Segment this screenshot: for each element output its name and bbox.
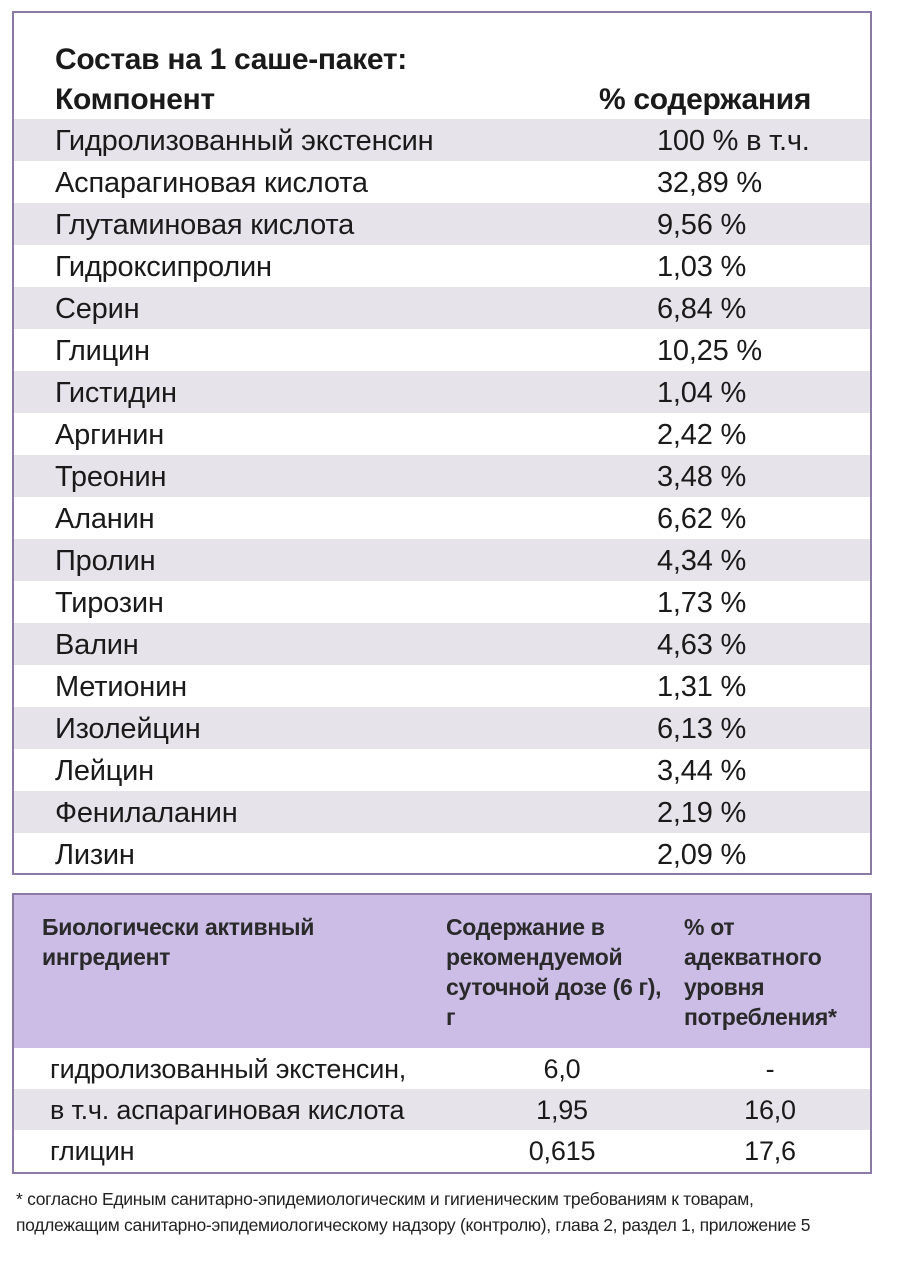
footnote — [16, 1186, 896, 1238]
table-row — [14, 665, 870, 707]
component-percent: 9,56 % — [657, 209, 747, 241]
component-percent: 1,04 % — [657, 377, 747, 409]
component-name: Метионин — [55, 671, 187, 703]
component-name: Глутаминовая кислота — [55, 209, 355, 241]
component-name: Аргинин — [55, 419, 165, 451]
ingredient-name: в т.ч. аспарагиновая кислота — [50, 1095, 405, 1125]
column-header-percent: % содержания — [599, 83, 812, 116]
table-row — [14, 833, 870, 875]
table-row — [14, 371, 870, 413]
table-row — [14, 455, 870, 497]
component-name: Аспарагиновая кислота — [55, 167, 368, 199]
component-name: Аланин — [55, 503, 155, 535]
ingredient-adequate-percent: 17,6 — [744, 1136, 796, 1166]
component-percent: 6,84 % — [657, 293, 747, 325]
bioactive-rows — [14, 1048, 870, 1171]
table-row — [14, 203, 870, 245]
composition-table — [12, 11, 872, 875]
table-row — [14, 791, 870, 833]
component-percent: 4,63 % — [657, 629, 747, 661]
footnote-line-2: подлежащим санитарно-эпидемиологическому надзору (контролю), глава 2, раздел 1, приложение 5 — [16, 1215, 811, 1235]
table-row — [14, 1048, 870, 1089]
composition-header — [14, 13, 870, 119]
component-name: Изолейцин — [55, 713, 201, 745]
component-name: Лейцин — [55, 755, 154, 787]
column-header-ingredient: Биологически активный ингредиент — [42, 914, 315, 970]
table-row — [14, 413, 870, 455]
column-header-adequate-percent: % от адекватного уровня потребления* — [684, 914, 837, 1030]
table-row — [14, 623, 870, 665]
component-percent: 32,89 % — [657, 167, 763, 199]
component-name: Фенилаланин — [55, 797, 238, 829]
component-percent: 2,19 % — [657, 797, 747, 829]
table-row — [14, 539, 870, 581]
component-percent: 1,73 % — [657, 587, 747, 619]
component-name: Пролин — [55, 545, 156, 577]
component-percent: 100 % в т.ч. — [657, 125, 810, 157]
component-percent: 1,31 % — [657, 671, 747, 703]
bioactive-table — [12, 893, 872, 1174]
ingredient-content: 6,0 — [543, 1054, 581, 1084]
component-percent: 6,13 % — [657, 713, 747, 745]
component-name: Серин — [55, 293, 140, 325]
table-row — [14, 245, 870, 287]
ingredient-adequate-percent: 16,0 — [744, 1095, 796, 1125]
table-row — [14, 581, 870, 623]
component-percent: 1,03 % — [657, 251, 747, 283]
table-row — [14, 1089, 870, 1130]
composition-rows — [14, 119, 870, 875]
table-row — [14, 161, 870, 203]
table-row — [14, 119, 870, 161]
component-name: Лизин — [55, 839, 135, 871]
table-row — [14, 749, 870, 791]
footnote-line-1: * согласно Единым санитарно-эпидемиологическим и гигиеническим требованиям к товарам, — [16, 1189, 754, 1209]
table-row — [14, 1130, 870, 1171]
ingredient-content: 0,615 — [528, 1136, 596, 1166]
ingredient-content: 1,95 — [536, 1095, 588, 1125]
component-name: Гидроксипролин — [55, 251, 272, 283]
table-row — [14, 707, 870, 749]
component-name: Валин — [55, 629, 139, 661]
ingredient-name: гидролизованный экстенсин, — [50, 1054, 407, 1084]
column-header-content: Содержание в рекомендуемой суточной дозе (6 г), г — [446, 914, 662, 1030]
component-percent: 10,25 % — [657, 335, 763, 367]
table-row — [14, 329, 870, 371]
component-percent: 6,62 % — [657, 503, 747, 535]
component-percent: 3,48 % — [657, 461, 747, 493]
table-row — [14, 497, 870, 539]
component-percent: 2,42 % — [657, 419, 747, 451]
component-name: Треонин — [55, 461, 167, 493]
component-name: Гидролизованный экстенсин — [55, 125, 434, 157]
table-row — [14, 287, 870, 329]
component-percent: 2,09 % — [657, 839, 747, 871]
column-header-component: Компонент — [55, 83, 215, 116]
component-name: Тирозин — [55, 587, 164, 619]
component-percent: 4,34 % — [657, 545, 747, 577]
ingredient-adequate-percent: - — [765, 1054, 775, 1084]
component-percent: 3,44 % — [657, 755, 747, 787]
component-name: Глицин — [55, 335, 150, 367]
component-name: Гистидин — [55, 377, 177, 409]
ingredient-name: глицин — [50, 1136, 135, 1166]
composition-title: Состав на 1 саше-пакет: — [55, 43, 407, 76]
bioactive-header — [14, 895, 870, 1048]
